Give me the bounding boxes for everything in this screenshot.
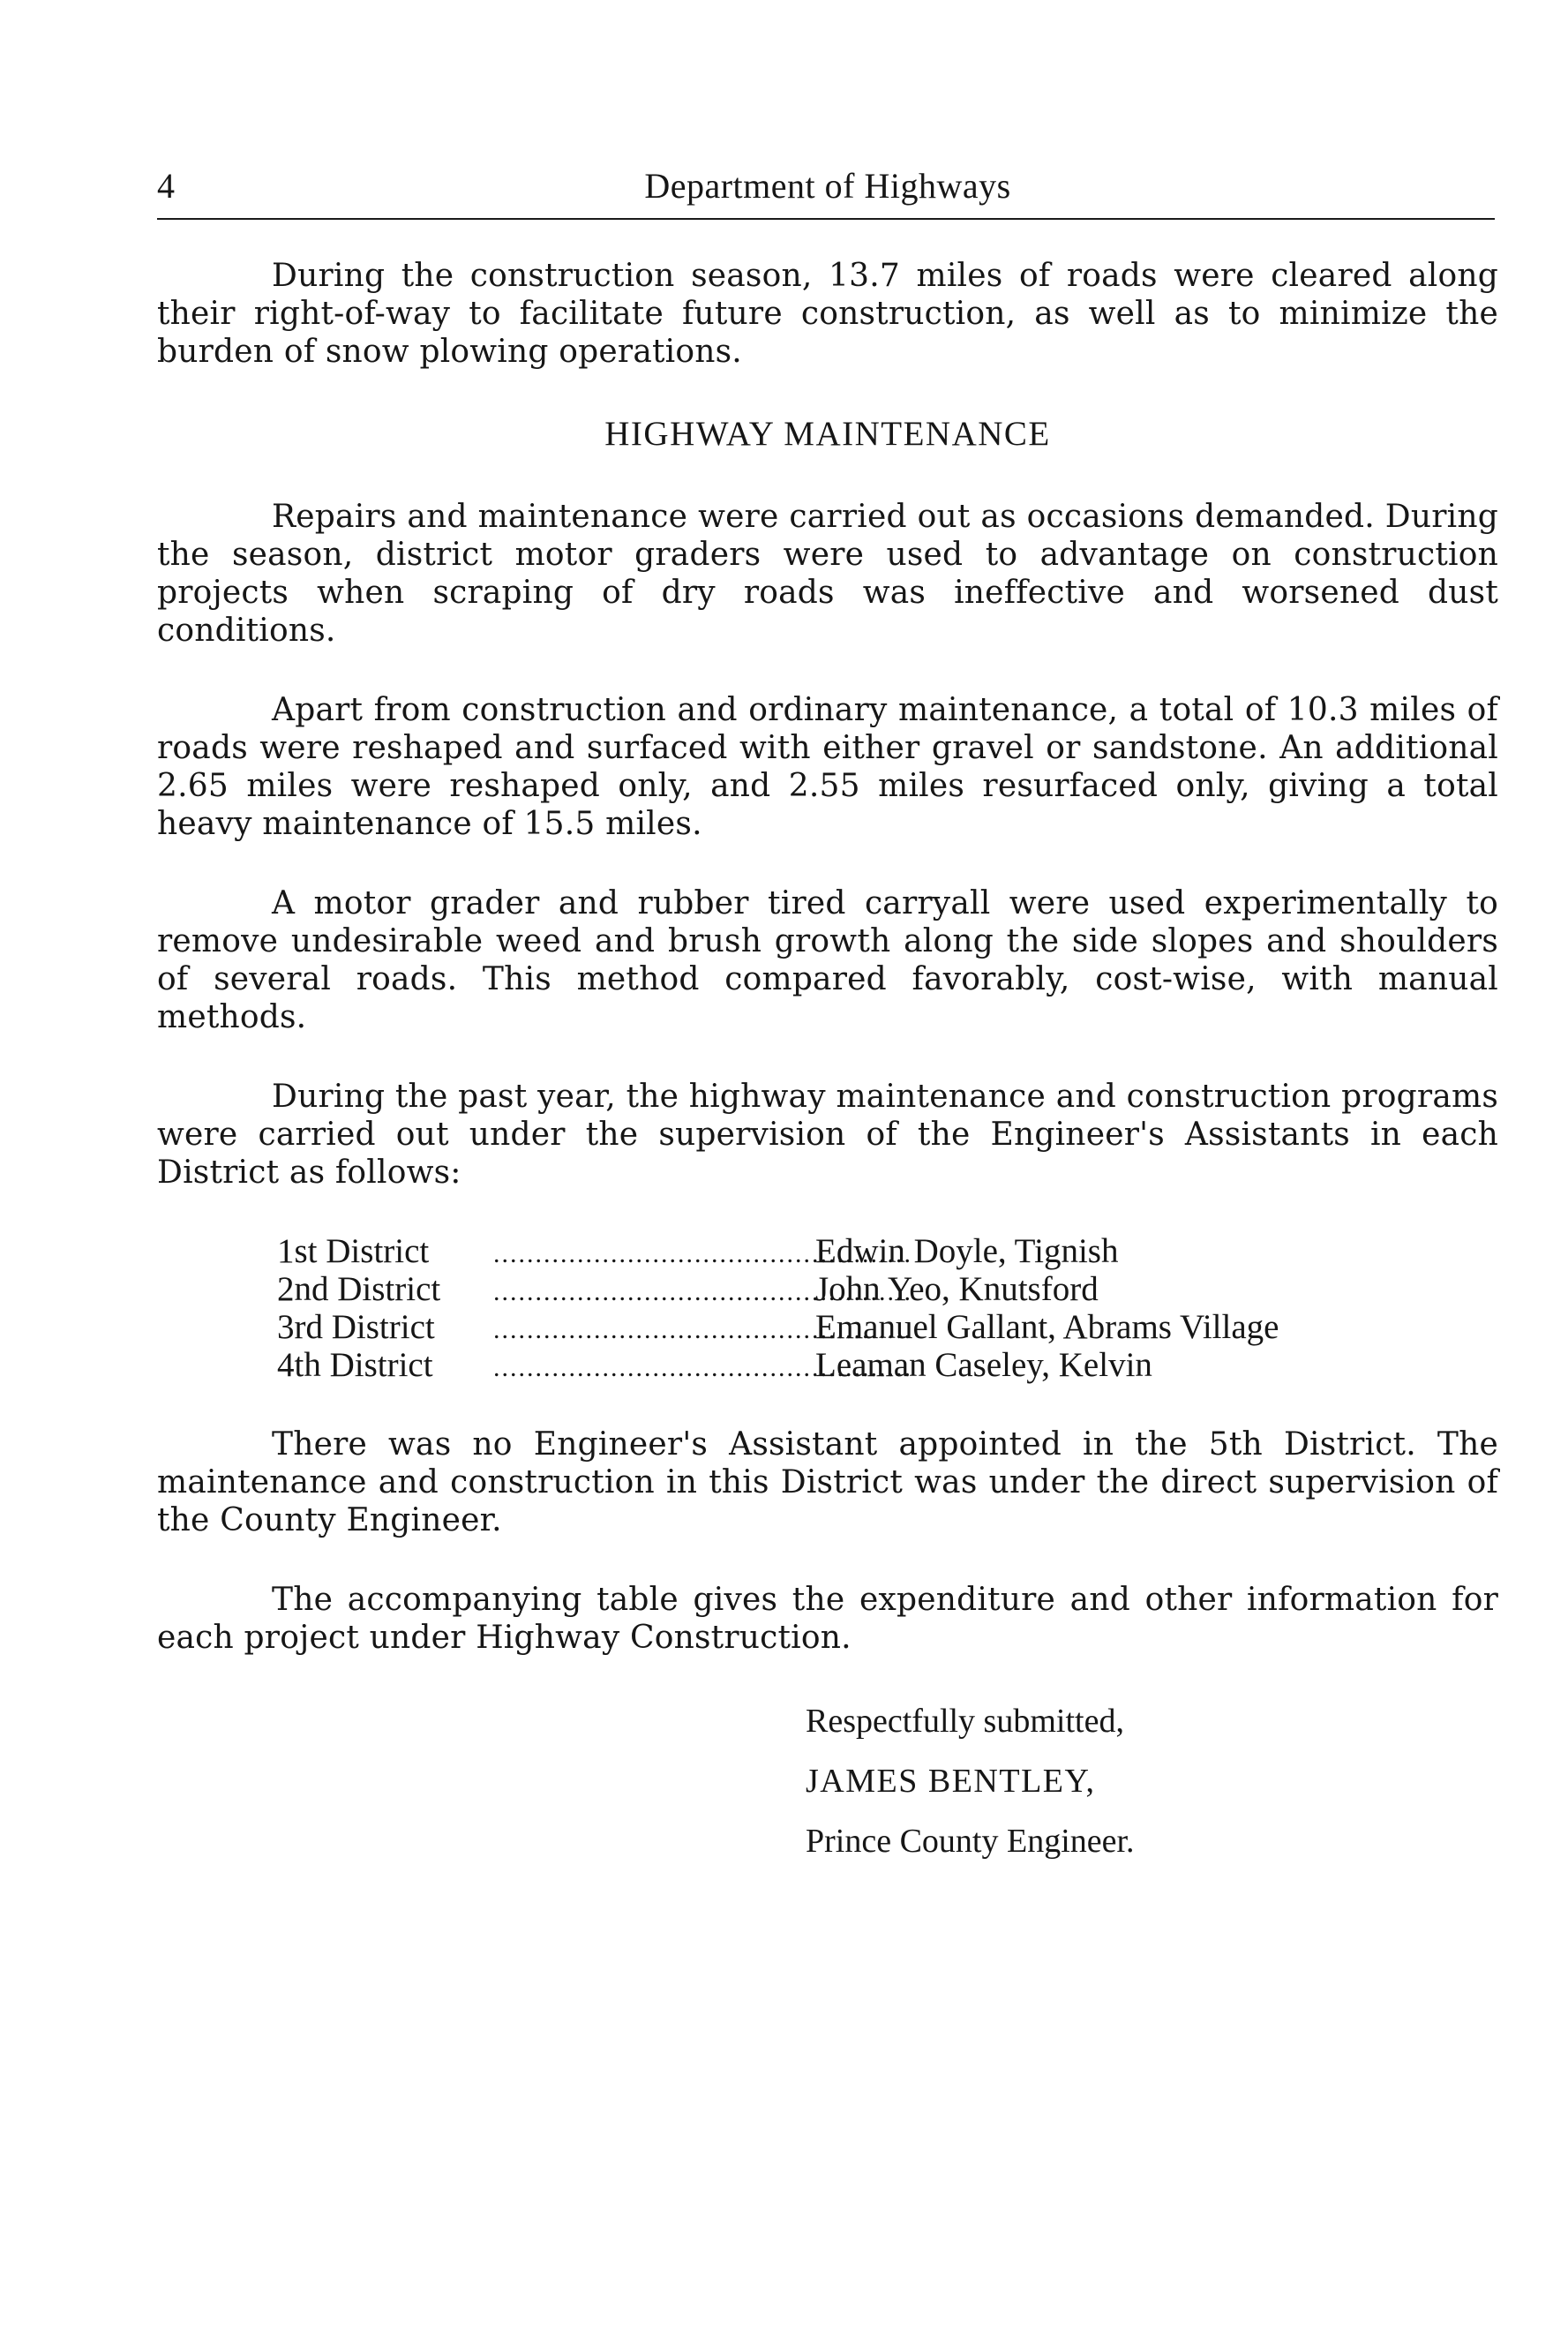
running-header xyxy=(157,163,1498,209)
paragraph-right-of-way-clearing: During the construction season, 13.7 miles of roads were cleared along their right-of-way to facilitate future construction, as well as to minimize the burden of snow plowing operations. xyxy=(157,258,1498,370)
paragraph-heavy-maintenance: Apart from construction and ordinary maintenance, a total of 10.3 miles of roads were reshaped and surfaced with either gravel or sandstone. An additional 2.65 miles were reshaped only, and 2.55 miles resurfaced only, giving a total heavy maintenance of 15.5 miles. xyxy=(157,692,1498,842)
list-item xyxy=(277,1232,1424,1270)
paragraph-supervision: During the past year, the highway maintenance and construction programs were carried out under the supervision of the Engineer's Assistants in each District as follows: xyxy=(157,1079,1498,1191)
signature-block xyxy=(806,1701,1498,1861)
district-name: 2nd District xyxy=(277,1270,441,1308)
list-item xyxy=(277,1346,1424,1384)
district-assistant: John Yeo, Knutsford xyxy=(815,1270,1099,1308)
header-rule xyxy=(157,218,1495,220)
signature-closing: Respectfully submitted, xyxy=(806,1703,1124,1740)
district-name: 3rd District xyxy=(277,1308,435,1346)
signature-name: JAMES BENTLEY, xyxy=(806,1763,1096,1800)
district-assistant: Edwin Doyle, Tignish xyxy=(815,1232,1119,1270)
signature-title: Prince County Engineer. xyxy=(806,1823,1135,1860)
district-name: 4th District xyxy=(277,1346,433,1384)
list-item xyxy=(277,1270,1424,1308)
dot-leader: .................................................. xyxy=(493,1239,912,1268)
paragraph-repairs: Repairs and maintenance were carried out as occasions demanded. During the season, district motor graders were used to advantage on construction projects when scraping of dry roads was ineffective and worsened dust conditions. xyxy=(157,499,1498,649)
page-number: 4 xyxy=(157,166,175,206)
district-assistant: Emanuel Gallant, Abrams Village xyxy=(815,1308,1279,1346)
district-assistant: Leaman Caseley, Kelvin xyxy=(815,1346,1152,1384)
district-assistants-list xyxy=(277,1232,1424,1384)
section-heading: HIGHWAY MAINTENANCE xyxy=(604,415,1051,453)
paragraph-fifth-district: There was no Engineer's Assistant appointed in the 5th District. The maintenance and construction in this District was under the direct supervision of the County Engineer. xyxy=(157,1426,1498,1538)
dot-leader: .................................................. xyxy=(493,1315,912,1344)
paragraph-accompanying-table: The accompanying table gives the expenditure and other information for each project under Highway Construction. xyxy=(157,1582,1498,1656)
document-page xyxy=(157,163,1498,1881)
paragraph-weed-removal: A motor grader and rubber tired carryall were used experimentally to remove undesirable weed and brush growth along the side slopes and shoulders of several roads. This method compared favorably, cost-wise, with manual methods. xyxy=(157,885,1498,1035)
list-item xyxy=(277,1308,1424,1346)
dot-leader: .................................................. xyxy=(493,1277,912,1306)
dot-leader: .................................................. xyxy=(493,1353,912,1382)
district-name: 1st District xyxy=(277,1232,430,1270)
running-title: Department of Highways xyxy=(644,166,1011,206)
